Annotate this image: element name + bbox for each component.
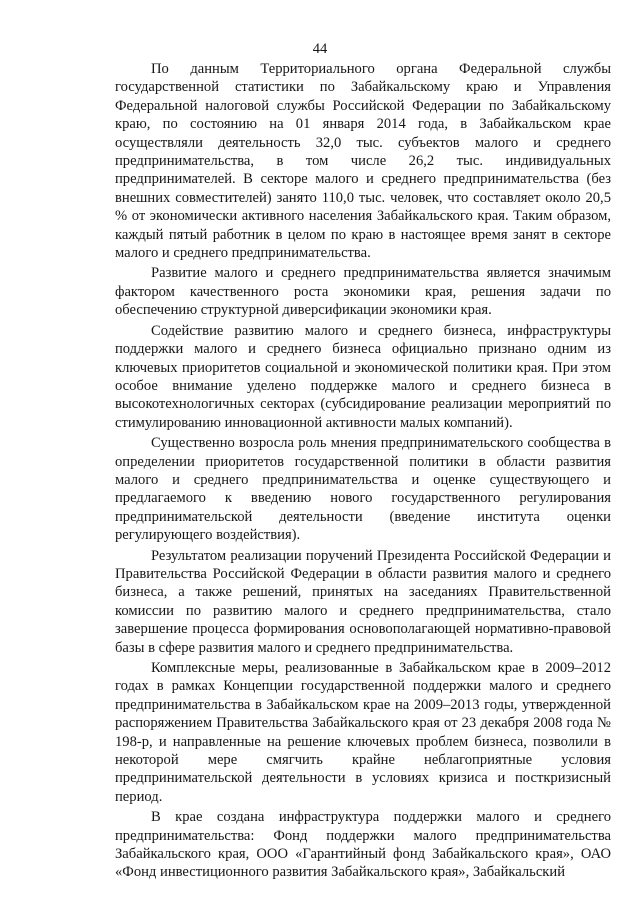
- paragraph-infrastructure: В крае создана инфраструктура поддержки малого и среднего предпринимательства: Фонд поддержки малого предпринимательства Забайкальского края, ООО «Гарантийный фонд Забайкальского края», ОАО «Фонд инвестиционного развития Забайкальского края», Забайкальский: [115, 809, 611, 881]
- paragraph-president-orders: Результатом реализации поручений Президента Российской Федерации и Правительства Российской Федерации в области развития малого и среднего бизнеса, а также решений, принятых на заседаниях Правительственной комиссии по развитию малого и среднего предпринимательства, стало завершение процесса формирования основополагающей нормативно-правовой базы в сфере развития малого и среднего предпринимательства.: [115, 547, 611, 656]
- paragraph-entrepreneur-community: Существенно возросла роль мнения предпринимательского сообщества в определении приоритетов государственной политики в области развития малого и среднего предпринимательства и оценке существующего и предлагаемого к введению нового государственного регулирования предпринимательской деятельности (введение института оценки регулирующего воздействия).: [115, 435, 611, 544]
- paragraph-sme-development-factor: Развитие малого и среднего предпринимательства является значимым фактором качественного роста экономики края, решения задачи по обеспечению структурной диверсификации экономики края.: [115, 265, 611, 319]
- page-body: [115, 60, 611, 884]
- paragraph-sme-statistics: По данным Территориального органа Федеральной службы государственной статистики по Забайкальскому краю и Управления Федеральной налоговой службы Российской Федерации по Забайкальскому краю, по состоянию на 01 января 2014 года, в Забайкальском крае осуществляли деятельность 32,0 тыс. субъектов малого и среднего предпринимательства, в том числе 26,2 тыс. индивидуальных предпринимателей. В секторе малого и среднего предпринимательства (без внешних совместителей) занято 110,0 тыс. человек, что составляет около 20,5 % от экономически активного населения Забайкальского края. Таким образом, каждый пятый работник в целом по краю в настоящее время занят в секторе малого и среднего предпринимательства.: [115, 61, 611, 262]
- paragraph-complex-measures: Комплексные меры, реализованные в Забайкальском крае в 2009–2012 годах в рамках Концепции государственной поддержки малого и среднего предпринимательства в Забайкальском крае на 2009–2013 годы, утвержденной распоряжением Правительства Забайкальского края от 23 декабря 2008 года № 198-р, и направленные на решение ключевых проблем бизнеса, позволили в некоторой мере смягчить крайне неблагоприятные условия предпринимательской деятельности в условиях кризиса и посткризисный период.: [115, 660, 611, 805]
- paragraph-business-support: Содействие развитию малого и среднего бизнеса, инфраструктуры поддержки малого и среднего бизнеса официально признано одним из ключевых приоритетов социальной и экономической политики края. При этом особое внимание уделено поддержке малого и среднего бизнеса в высокотехнологичных секторах (субсидирование реализации мероприятий по стимулированию инновационной активности малых компаний).: [115, 322, 611, 431]
- page-number: 44: [312, 41, 328, 57]
